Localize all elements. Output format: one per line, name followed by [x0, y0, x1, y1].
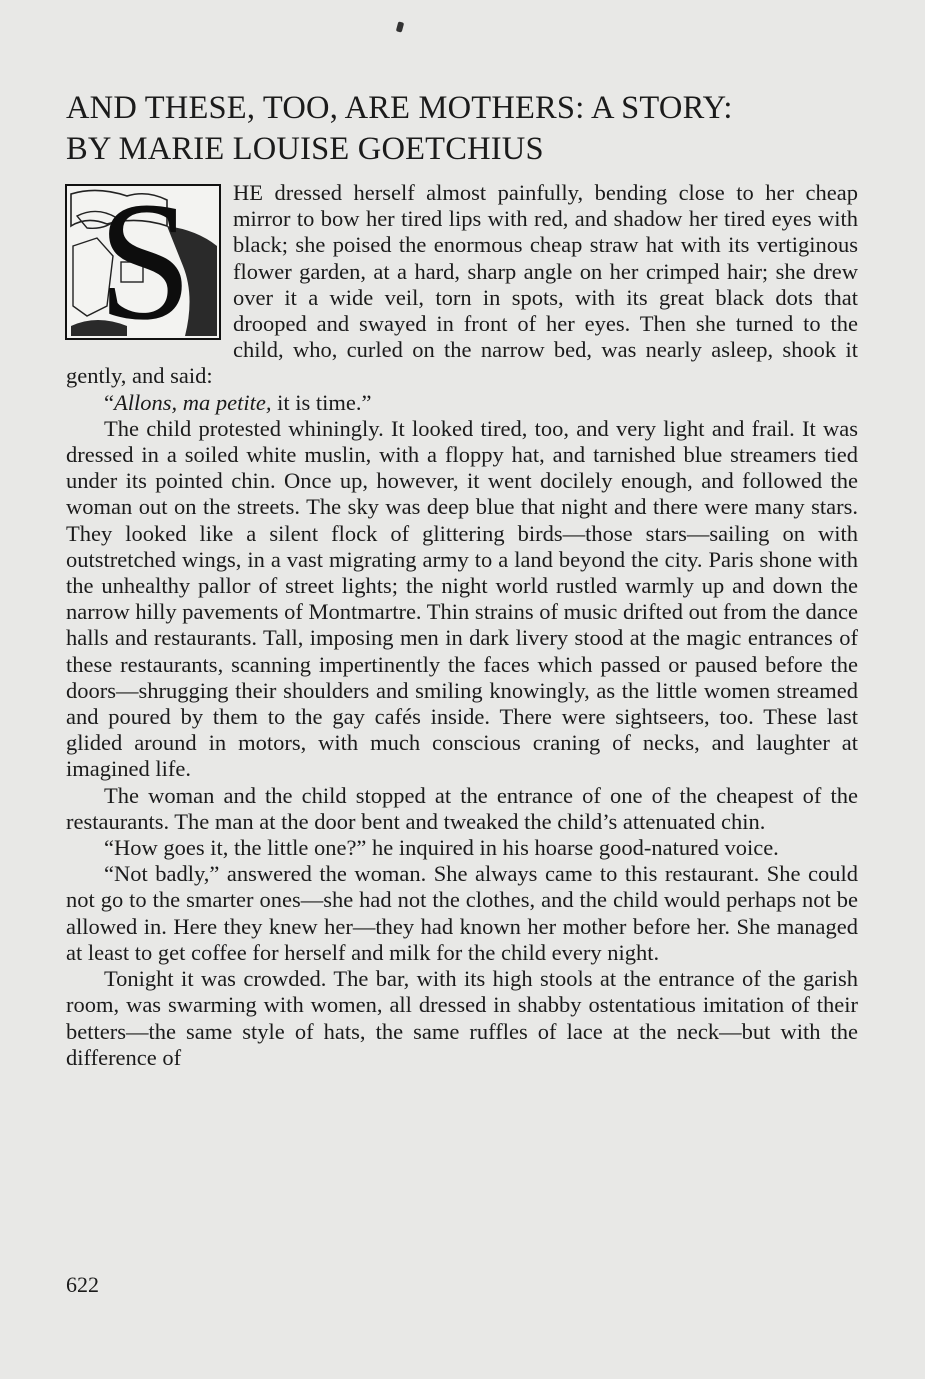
story-title — [66, 88, 866, 170]
paragraph-6: “Not badly,” answered the woman. She always came to this restaurant. She could not go to the smarter ones—she had not the clothes, and the child would perhaps not be allowed in. Here they knew her—they had known her mother before her. She managed at least to get coffee for herself and milk for the child every night. — [66, 861, 858, 965]
paragraph-1-text: HE dressed herself almost painfully, bending close to her cheap mirror to bow her tired lips with red, and shadow her tired eyes with black; she poised the enormous cheap straw hat with its vertiginous flower garden, at a hard, sharp angle on her crimped hair; she drew over it a wide veil, torn in spots, with its great black dots that drooped and swayed in front of her eyes. Then she turned to the child, who, curled on the narrow bed, was nearly asleep, shook it gently, and said: — [66, 180, 858, 389]
paragraph-2 — [66, 390, 858, 416]
story-body — [66, 180, 858, 1071]
paragraph-5: “How goes it, the little one?” he inquired in his hoarse good-natured voice. — [104, 835, 779, 861]
title-line-2: BY MARIE LOUISE GOETCHIUS — [66, 131, 544, 167]
dropcap-letter: S — [97, 186, 193, 338]
paragraph-4: The woman and the child stopped at the entrance of one of the cheapest of the restaurants. The man at the door bent and tweaked the child’s attenuated chin. — [66, 782, 858, 834]
paragraph-1 — [66, 180, 858, 390]
title-line-1: AND THESE, TOO, ARE MOTHERS: A STORY: — [66, 90, 733, 126]
paragraph-2-rest: it is time.” — [271, 389, 372, 415]
paragraph-7: Tonight it was crowded. The bar, with its high stools at the entrance of the garish room, was swarming with women, all dressed in shabby ostentatious imitation of their betters—the same style of hats, the same ruffles of lace at the neck—but with the difference of — [66, 966, 858, 1070]
dropcap-illustration — [67, 186, 219, 338]
open-quote: “ — [104, 389, 114, 415]
italic-phrase: Allons, ma petite, — [114, 389, 272, 415]
paragraph-3: The child protested whiningly. It looked tired, too, and very light and frail. It was dressed in a soiled white muslin, with a floppy hat, and tarnished blue streamers tied under its pointed chin. Once up, however, it went docilely enough, and followed the woman out on the streets. The sky was deep blue that night and there were many stars. They looked like a silent flock of glittering birds—those stars—sailing on with outstretched wings, in a vast migrating army to a land beyond the city. Paris shone with the unhealthy pallor of street lights; the night world rustled warmly up and down the narrow hilly pavements of Montmartre. Thin strains of music drifted out from the dance halls and restaurants. Tall, imposing men in dark livery stood at the magic entrances of these restaurants, scanning impertinently the faces which passed or paused before the doors—shrugging their shoulders and smiling knowingly, as the little women streamed and poured by them to the gay cafés inside. There were sightseers, too. These last glided around in motors, with much conscious craning of necks, and laughter at imagined life. — [66, 415, 858, 782]
ink-mark — [396, 21, 404, 32]
page-number: 622 — [66, 1272, 99, 1297]
illustrated-dropcap — [65, 184, 221, 340]
